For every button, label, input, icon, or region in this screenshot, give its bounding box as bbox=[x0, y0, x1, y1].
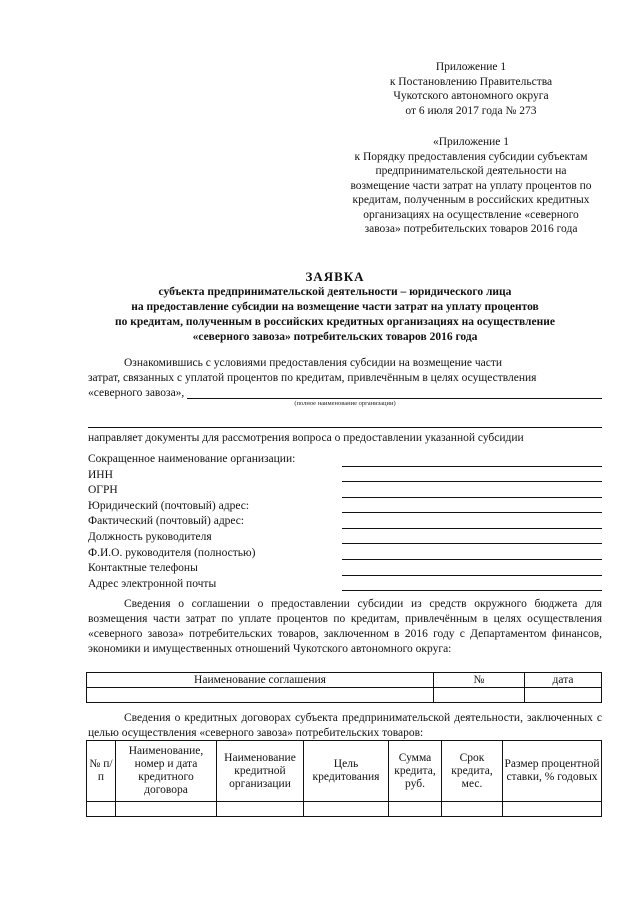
table-cell[interactable] bbox=[116, 802, 217, 817]
appendix-line: организациях на осуществление «северного bbox=[363, 208, 579, 221]
intro-line: затрат, связанных с уплатой процентов по кредитам, привлечённым в целях осуществления bbox=[88, 372, 537, 384]
intro-line: Ознакомившись с условиями предоставления субсидии на возмещение части bbox=[124, 357, 503, 369]
header-line: Приложение 1 bbox=[435, 61, 507, 73]
table-row bbox=[87, 688, 602, 703]
table-cell[interactable] bbox=[87, 688, 434, 703]
field-label: Ф.И.О. руководителя (полностью) bbox=[88, 546, 256, 559]
organization-fields bbox=[88, 452, 602, 592]
agreement-table bbox=[86, 672, 602, 703]
field-row bbox=[88, 452, 602, 468]
agreement-paragraph: Сведения о соглашении о предоставлении субсидии из средств окружного бюджета для возмещения части затрат по уплате процентов по кредитам, привлечённым в целях осуществления «северного завоза» потребительских товаров, заключенном в 2016 году с Департаментом финансов, экономики и имущественных отношений Чукотского автономного округа: bbox=[88, 598, 602, 655]
field-label: Юридический (почтовый) адрес: bbox=[88, 499, 250, 512]
credit-paragraph: Сведения о кредитных договорах субъекта предпринимательской деятельности, заключенных с целью осуществления «северного завоза» потребительских товаров: bbox=[88, 712, 602, 739]
title-line: «северного завоза» потребительских товаров 2016 года bbox=[192, 331, 478, 343]
title-heading: ЗАЯВКА bbox=[305, 269, 365, 284]
appendix-line: возмещение части затрат на уплату процентов по bbox=[350, 179, 592, 192]
table-header-row bbox=[87, 673, 602, 688]
table-cell[interactable] bbox=[217, 802, 304, 817]
header-line: к Постановлению Правительства bbox=[389, 75, 553, 88]
table-cell[interactable] bbox=[503, 802, 602, 817]
table-cell[interactable] bbox=[525, 688, 602, 703]
field-row bbox=[88, 483, 602, 499]
field-row bbox=[88, 514, 602, 530]
table-cell[interactable] bbox=[442, 802, 503, 817]
director-position-field[interactable] bbox=[342, 530, 602, 545]
field-row bbox=[88, 577, 602, 593]
appendix-line: завоза» потребительских товаров 2016 года bbox=[364, 223, 578, 235]
title-line: по кредитам, полученным в российских кредитных организациях на осуществление bbox=[115, 316, 555, 328]
header-line: Чукотского автономного округа bbox=[393, 90, 549, 102]
field-label: Сокращенное наименование организации: bbox=[88, 453, 296, 465]
field-row bbox=[88, 546, 602, 562]
appendix-line: к Порядку предоставления субсидии субъектам bbox=[354, 150, 588, 163]
column-header: Наименование, номер и дата кредитного договора bbox=[116, 741, 217, 802]
field-label: ОГРН bbox=[88, 484, 118, 497]
field-label: Фактический (почтовый) адрес: bbox=[88, 515, 245, 528]
title-line: субъекта предпринимательской деятельности – юридического лица bbox=[158, 286, 512, 298]
organization-name-line[interactable] bbox=[88, 427, 602, 428]
intro-paragraph bbox=[88, 356, 602, 401]
field-label: Должность руководителя bbox=[88, 530, 212, 543]
column-header: Размер процентной ставки, % годовых bbox=[503, 741, 602, 802]
phones-field[interactable] bbox=[342, 561, 602, 576]
column-header: Цель кредитования bbox=[304, 741, 389, 802]
legal-address-field[interactable] bbox=[342, 499, 602, 514]
table-cell[interactable] bbox=[304, 802, 389, 817]
email-field[interactable] bbox=[342, 577, 602, 592]
intro-sentence: направляет документы для рассмотрения вопроса о предоставлении указанной субсидии bbox=[88, 432, 524, 444]
column-header: Срок кредита, мес. bbox=[442, 741, 503, 802]
field-label: Контактные телефоны bbox=[88, 562, 198, 575]
appendix-line: «Приложение 1 bbox=[432, 136, 510, 148]
table-row bbox=[87, 802, 602, 817]
column-header: дата bbox=[525, 673, 602, 688]
appendix-line: кредитам, полученным в российских кредитных bbox=[352, 194, 590, 206]
inn-field[interactable] bbox=[342, 468, 602, 483]
document-title bbox=[60, 268, 610, 345]
column-header: Наименование соглашения bbox=[87, 673, 434, 688]
column-header: Наименование кредитной организации bbox=[217, 741, 304, 802]
field-row bbox=[88, 468, 602, 484]
field-label: Адрес электронной почты bbox=[88, 577, 217, 590]
field-label: ИНН bbox=[88, 468, 113, 481]
field-row bbox=[88, 530, 602, 546]
table-cell[interactable] bbox=[87, 802, 116, 817]
table-header-row bbox=[87, 741, 602, 802]
table-cell[interactable] bbox=[434, 688, 525, 703]
organization-name-field[interactable] bbox=[187, 386, 602, 399]
credit-table bbox=[86, 740, 602, 817]
field-row bbox=[88, 499, 602, 515]
header-line: от 6 июля 2017 года № 273 bbox=[405, 104, 537, 117]
field-caption: (полное наименование организации) bbox=[294, 400, 396, 407]
director-name-field[interactable] bbox=[342, 546, 602, 561]
column-header: Сумма кредита, руб. bbox=[389, 741, 442, 802]
title-line: на предоставление субсидии на возмещение части затрат на уплату процентов bbox=[131, 301, 539, 313]
intro-line: «северного завоза», bbox=[88, 387, 185, 399]
column-header: № bbox=[434, 673, 525, 688]
appendix-line: предпринимательской деятельности на bbox=[375, 165, 567, 177]
appendix-reference bbox=[328, 135, 614, 237]
column-header: № п/п bbox=[87, 741, 116, 802]
field-row bbox=[88, 561, 602, 577]
short-name-field[interactable] bbox=[342, 452, 602, 467]
actual-address-field[interactable] bbox=[342, 514, 602, 529]
table-cell[interactable] bbox=[389, 802, 442, 817]
resolution-reference bbox=[328, 60, 614, 118]
ogrn-field[interactable] bbox=[342, 483, 602, 498]
